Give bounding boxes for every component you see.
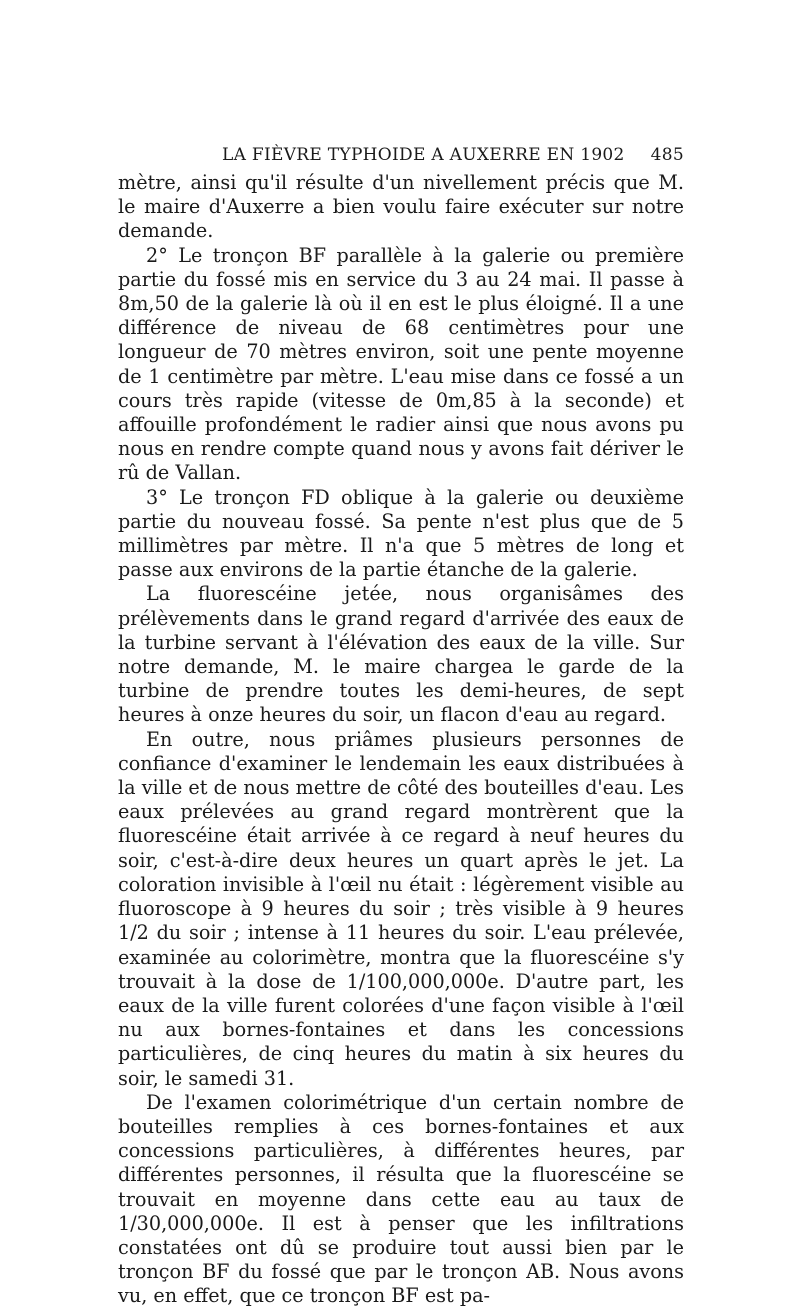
running-title: LA FIÈVRE TYPHOIDE A AUXERRE EN 1902 (222, 145, 625, 165)
paragraph-fluoresceine: La fluorescéine jetée, nous organisâmes des prélèvements dans le grand regard d'arrivée des eaux de la turbine servant à l'élévation des eaux de la ville. Sur notre demande, M. le maire chargea le garde de la turbine de prendre toutes les demi-heures, de sept heures à onze heures du soir, un flacon d'eau au regard. (118, 582, 684, 727)
paragraph-examen: De l'examen colorimétrique d'un certain nombre de bouteilles remplies à ces bornes-fontaines et aux concessions particulières, à différentes heures, par différentes personnes, il résulta que la fluorescéine se trouvait en moyenne dans cette eau au taux de 1/30,000,000e. Il est à penser que les infiltrations constatées ont dû se produire tout aussi bien par le tronçon BF du fossé que par le tronçon AB. Nous avons vu, en effet, que ce tronçon BF est pa- (118, 1090, 684, 1308)
paragraph-troncon-bf: 2° Le tronçon BF parallèle à la galerie ou première partie du fossé mis en service du 3 au 24 mai. Il passe à 8m,50 de la galerie là où il en est le plus éloigné. Il a une différence de niveau de 68 centimètres pour une longueur de 70 mètres environ, soit une pente moyenne de 1 centimètre par mètre. L'eau mise dans ce fossé a un cours très rapide (vitesse de 0m,85 à la seconde) et affouille profondément le radier ainsi que nous avons pu nous en rendre compte quand nous y avons fait dériver le rû de Vallan. (118, 243, 684, 485)
paragraph-troncon-fd: 3° Le tronçon FD oblique à la galerie ou deuxième partie du nouveau fossé. Sa pente n'est plus que de 5 millimètres par mètre. Il n'a que 5 mètres de long et passe aux environs de la partie étanche de la galerie. (118, 485, 684, 582)
paragraph-continued: mètre, ainsi qu'il résulte d'un nivellement précis que M. le maire d'Auxerre a bien voulu faire exécuter sur notre demande. (118, 171, 684, 243)
page-number: 485 (650, 145, 684, 165)
paragraph-en-outre: En outre, nous priâmes plusieurs personnes de confiance d'examiner le lendemain les eaux distribuées à la ville et de nous mettre de côté des bouteilles d'eau. Les eaux prélevées au grand regard montrèrent que la fluorescéine était arrivée à ce regard à neuf heures du soir, c'est-à-dire deux heures un quart après le jet. La coloration invisible à l'œil nu était : légèrement visible au fluoroscope à 9 heures du soir ; très visible à 9 heures 1/2 du soir ; intense à 11 heures du soir. L'eau prélevée, examinée au colorimètre, montra que la fluorescéine s'y trouvait à la dose de 1/100,000,000e. D'autre part, les eaux de la ville furent colorées d'une façon visible à l'œil nu aux bornes-fontaines et dans les concessions particulières, de cinq heures du matin à six heures du soir, le samedi 31. (118, 727, 684, 1090)
body-text (118, 171, 684, 1309)
running-header (118, 145, 684, 171)
